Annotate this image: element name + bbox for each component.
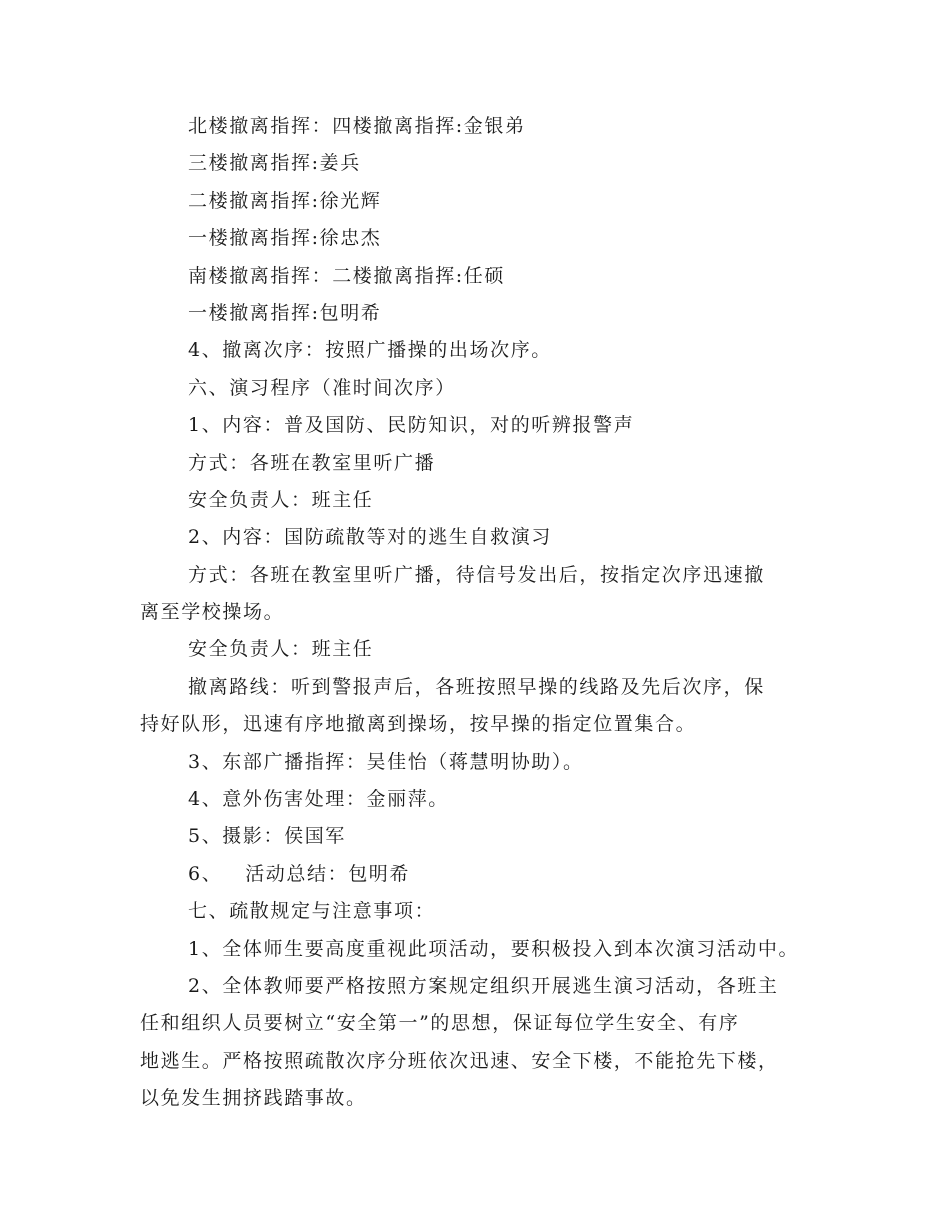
text-line: 任和组织人员要树立“安全第一”的思想，保证每位学生安全、有序: [140, 1012, 740, 1035]
text-line: 以免发生拥挤践踏事故。: [140, 1087, 367, 1110]
text-line: 三楼撤离指挥:姜兵: [188, 152, 361, 175]
text-line: 2、全体教师要严格按照方案规定组织开展逃生演习活动，各班主: [188, 974, 779, 997]
text-line: 4、意外伤害处理：金丽萍。: [188, 788, 449, 811]
text-line: 方式：各班在教室里听广播: [188, 451, 436, 474]
section-heading: 六、演习程序（准时间次序）: [188, 376, 456, 399]
text-line: 持好队形，迅速有序地撤离到操场，按早操的指定位置集合。: [140, 713, 697, 736]
text-line: 撤离路线：听到警报声后，各班按照早操的线路及先后次序，保: [188, 675, 765, 698]
text-line: 4、撤离次序：按照广播操的出场次序。: [188, 339, 552, 362]
text-line: 离至学校操场。: [140, 601, 285, 624]
text-line: 一楼撤离指挥:徐忠杰: [188, 227, 382, 250]
document-body: [140, 108, 820, 1118]
text-line: 3、东部广播指挥：吴佳怡（蒋慧明协助）。: [188, 750, 584, 773]
text-line: 方式：各班在教室里听广播，待信号发出后，按指定次序迅速撤: [188, 563, 765, 586]
text-line: 2、内容：国防疏散等对的逃生自救演习: [188, 526, 552, 549]
text-line: 1、内容：普及国防、民防知识，对的听辨报警声: [188, 414, 635, 437]
text-line: 1、全体师生要高度重视此项活动，要积极投入到本次演习活动中。: [188, 937, 800, 960]
section-heading: 七、疏散规定与注意事项：: [188, 900, 436, 923]
text-line: 二楼撤离指挥:徐光辉: [188, 189, 382, 212]
text-line: 安全负责人：班主任: [188, 638, 374, 661]
text-line: 一楼撤离指挥:包明希: [188, 301, 382, 324]
text-line: 南楼撤离指挥：二楼撤离指挥:任硕: [188, 264, 506, 287]
text-line: 地逃生。严格按照疏散次序分班依次迅速、安全下楼，不能抢先下楼，: [140, 1049, 779, 1072]
text-line: 5、摄影：侯国军: [188, 825, 346, 848]
text-line: 北楼撤离指挥：四楼撤离指挥:金银弟: [188, 115, 526, 137]
text-line: 6、 活动总结：包明希: [188, 862, 411, 885]
text-line: 安全负责人：班主任: [188, 488, 374, 511]
